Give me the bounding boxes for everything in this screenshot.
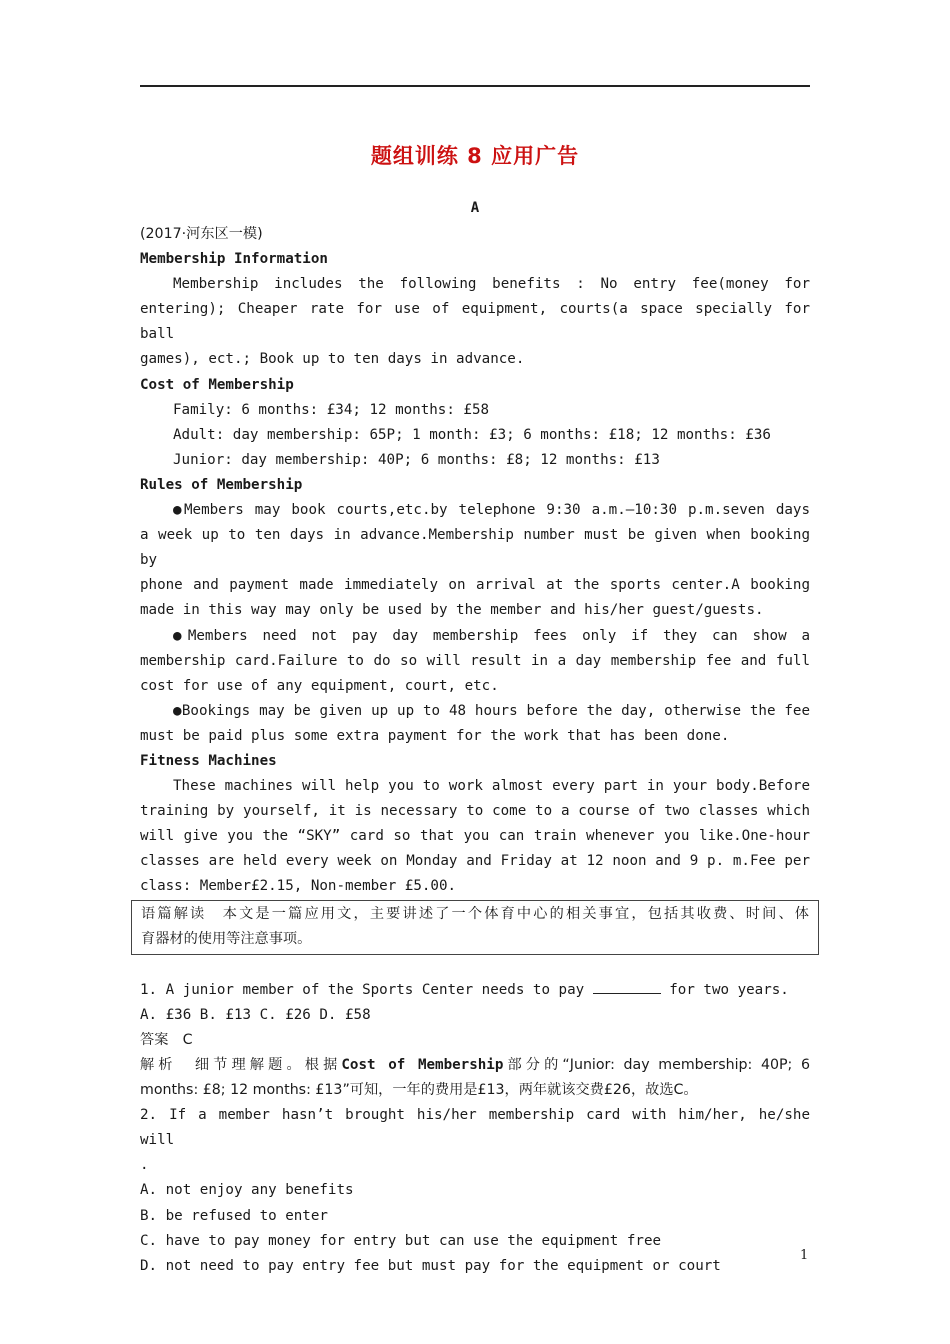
rules-heading: Rules of Membership (140, 476, 303, 493)
rule-line: a week up to ten days in advance.Membership number must be given when booking by (140, 527, 810, 569)
rule-line: ●Members need not pay day membership fees only if they can show a (173, 627, 810, 644)
rule-line: phone and payment made immediately on arrival at the sports center.A booking (140, 577, 810, 594)
source-note: (2017·河东区一模) (140, 226, 263, 242)
fitness-line: will give you the “SKY” card so that you can train whenever you like.One-hour (140, 828, 810, 845)
rule-line: cost for use of any equipment, court, etc. (140, 677, 499, 694)
document-body (140, 222, 810, 1279)
analysis-bold: Cost of Membership (341, 1057, 504, 1073)
reading-note-line: 育器材的使用等注意事项。 (141, 930, 312, 947)
rule-line: must be paid plus some extra payment for the work that has been done. (140, 727, 730, 744)
page-number: 1 (800, 1248, 809, 1263)
analysis-text: 部分的“Junior: day membership: 40P; 6 (503, 1057, 810, 1073)
question-2-stem-cont: . (140, 1157, 149, 1174)
question-1-stem (140, 978, 810, 1003)
reading-note-box (131, 900, 819, 955)
question-1-analysis (140, 1053, 810, 1078)
spacer (140, 955, 810, 978)
reading-note-line: 语篇解读 本文是一篇应用文，主要讲述了一个体育中心的相关事宜，包括其收费、时间、体 (141, 905, 809, 922)
question-2-option-b: B. be refused to enter (140, 1207, 328, 1224)
question-1-answer: 答案 C (140, 1031, 193, 1048)
rule-line: membership card.Failure to do so will result in a day membership fee and full (140, 652, 810, 669)
membership-line: entering); Cheaper rate for use of equipment, courts(a space specially for ball (140, 301, 810, 343)
cost-heading: Cost of Membership (140, 376, 294, 393)
question-2-option-a: A. not enjoy any benefits (140, 1182, 354, 1199)
fitness-line: These machines will help you to work almost every part in your body.Before (173, 778, 810, 795)
question-1-options: A. £36 B. £13 C. £26 D. £58 (140, 1006, 371, 1023)
fitness-heading: Fitness Machines (140, 752, 277, 769)
answer-blank (593, 979, 661, 994)
page-title: 题组训练 8 应用广告 (370, 144, 580, 168)
question-2-option-d: D. not need to pay entry fee but must pay for the equipment or court (140, 1257, 721, 1274)
analysis-label: 解析 细节理解题。根据 (140, 1057, 342, 1073)
cost-adult: Adult: day membership: 65P; 1 month: £3; 6 months: £18; 12 months: £36 (173, 426, 771, 443)
rule-line: ●Bookings may be given up up to 48 hours before the day, otherwise the fee (173, 702, 810, 719)
question-1-stem-text: 1. A junior member of the Sports Center needs to pay (140, 981, 585, 998)
section-letter: A (470, 200, 480, 216)
cost-junior: Junior: day membership: 40P; 6 months: £8; 12 months: £13 (173, 451, 660, 468)
fitness-line: classes are held every week on Monday and Friday at 12 noon and 9 p. m.Fee per (140, 853, 810, 870)
cost-family: Family: 6 months: £34; 12 months: £58 (173, 401, 490, 418)
question-1-analysis-cont: months: £8; 12 months: £13”可知，一年的费用是£13，两年就该交费£26，故选C。 (140, 1082, 698, 1099)
question-1-stem-tail: for two years. (669, 981, 789, 998)
question-2-stem: 2. If a member hasn’t brought his/her membership card with him/her, he/she will (140, 1107, 810, 1149)
membership-heading: Membership Information (140, 251, 328, 268)
fitness-line: class: Member£2.15, Non-member £5.00. (140, 878, 457, 895)
question-2-option-c: C. have to pay money for entry but can use the equipment free (140, 1232, 662, 1249)
rule-line: made in this way may only be used by the member and his/her guest/guests. (140, 602, 764, 619)
header-rule (140, 85, 810, 87)
membership-line: games), ect.; Book up to ten days in advance. (140, 351, 525, 368)
rule-line: ●Members may book courts,etc.by telephone 9:30 a.m.—10:30 p.m.seven days (173, 502, 810, 519)
membership-line: Membership includes the following benefits : No entry fee(money for (173, 276, 810, 293)
fitness-line: training by yourself, it is necessary to come to a course of two classes which (140, 803, 810, 820)
